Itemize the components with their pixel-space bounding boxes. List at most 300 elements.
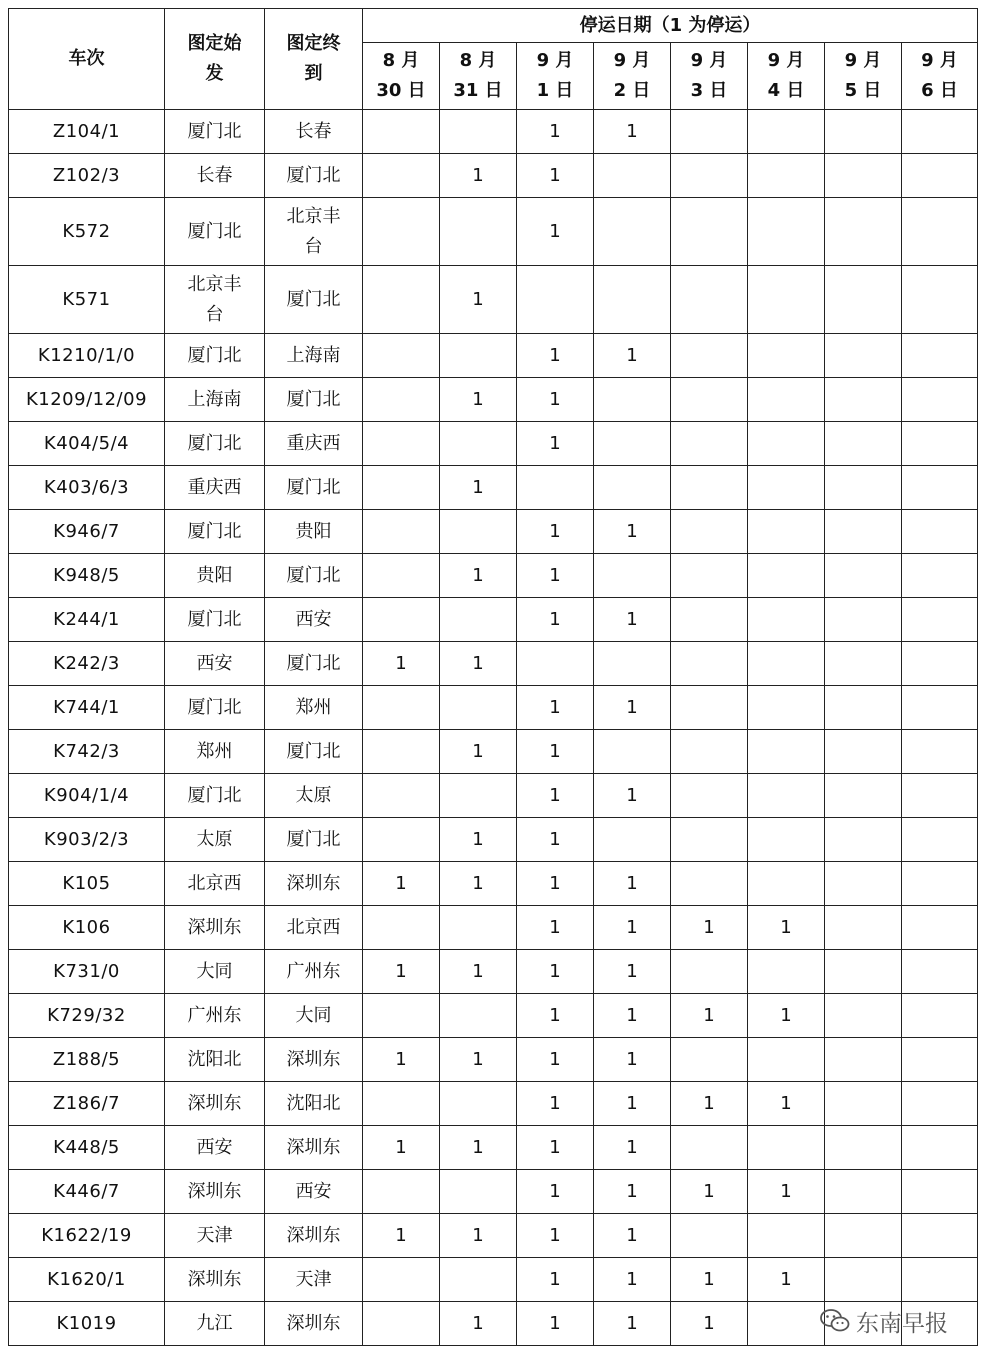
station-name: 重庆西 — [187, 476, 242, 498]
suspension-cell — [594, 378, 671, 422]
suspension-cell — [748, 110, 825, 154]
station-name: 九江 — [196, 1312, 233, 1334]
destination-station-cell — [265, 110, 363, 154]
suspension-cell — [902, 1082, 978, 1126]
suspension-cell — [594, 818, 671, 862]
station-name: 长春 — [295, 120, 332, 142]
suspension-cell — [902, 266, 978, 334]
table-row — [9, 510, 978, 554]
header-date-month: 9 月 — [921, 50, 958, 71]
table-row — [9, 110, 978, 154]
header-origin-line2: 发 — [205, 63, 224, 84]
destination-station-cell — [265, 378, 363, 422]
suspension-cell — [902, 686, 978, 730]
station-name: 深圳东 — [286, 1048, 341, 1070]
suspension-cell: 1 — [594, 906, 671, 950]
train-number-cell: K744/1 — [9, 686, 165, 730]
suspension-cell: 1 — [594, 1214, 671, 1258]
suspension-cell — [902, 994, 978, 1038]
suspension-cell: 1 — [594, 1038, 671, 1082]
table-row — [9, 642, 978, 686]
station-name: 太原 — [295, 784, 332, 806]
suspension-cell: 1 — [440, 1214, 517, 1258]
suspension-cell: 1 — [363, 862, 440, 906]
table-row — [9, 774, 978, 818]
suspension-cell — [363, 1302, 440, 1346]
suspension-cell — [825, 198, 902, 266]
suspension-cell: 1 — [517, 994, 594, 1038]
suspension-cell — [825, 334, 902, 378]
suspension-cell — [825, 598, 902, 642]
origin-station-cell — [165, 906, 265, 950]
suspension-cell — [902, 154, 978, 198]
suspension-cell: 1 — [517, 730, 594, 774]
header-date-month: 8 月 — [459, 50, 497, 71]
destination-station-cell — [265, 1126, 363, 1170]
station-name: 厦门北 — [286, 476, 341, 498]
suspension-cell — [671, 422, 748, 466]
suspension-cell — [825, 1082, 902, 1126]
station-name: 台 — [304, 235, 323, 257]
destination-station-cell — [265, 466, 363, 510]
table-row — [9, 1258, 978, 1302]
header-date — [825, 43, 902, 110]
station-name: 厦门北 — [187, 784, 242, 806]
suspension-cell — [902, 818, 978, 862]
train-number-cell: Z102/3 — [9, 154, 165, 198]
train-number-cell: K106 — [9, 906, 165, 950]
station-name: 深圳东 — [187, 1180, 242, 1202]
origin-station-cell — [165, 774, 265, 818]
suspension-cell — [671, 266, 748, 334]
suspension-cell — [671, 642, 748, 686]
suspension-cell: 1 — [440, 1302, 517, 1346]
suspension-cell — [594, 642, 671, 686]
suspension-cell — [440, 110, 517, 154]
suspension-cell — [825, 862, 902, 906]
suspension-cell — [440, 686, 517, 730]
suspension-cell — [902, 1258, 978, 1302]
origin-station-cell — [165, 554, 265, 598]
suspension-cell — [517, 642, 594, 686]
train-number-cell: K742/3 — [9, 730, 165, 774]
origin-station-cell — [165, 1214, 265, 1258]
suspension-cell: 1 — [671, 1170, 748, 1214]
table-row — [9, 554, 978, 598]
suspension-cell: 1 — [440, 266, 517, 334]
station-name: 大同 — [196, 960, 233, 982]
suspension-cell: 1 — [440, 1126, 517, 1170]
suspension-cell — [902, 466, 978, 510]
suspension-cell: 1 — [363, 642, 440, 686]
station-name: 上海南 — [187, 388, 242, 410]
suspension-cell — [902, 198, 978, 266]
header-date-day: 3 日 — [690, 80, 728, 101]
watermark-text: 东南早报 — [856, 1310, 948, 1337]
header-destination-line2: 到 — [304, 63, 323, 84]
station-name: 台 — [205, 303, 224, 325]
origin-station-cell — [165, 266, 265, 334]
header-suspension-title: 停运日期（1 为停运） — [363, 9, 978, 43]
suspension-cell — [825, 1258, 902, 1302]
suspension-cell — [671, 1214, 748, 1258]
table-row — [9, 1126, 978, 1170]
train-number-cell: K729/32 — [9, 994, 165, 1038]
origin-station-cell — [165, 1258, 265, 1302]
suspension-cell — [748, 730, 825, 774]
station-name: 西安 — [295, 1180, 332, 1202]
suspension-cell: 1 — [594, 774, 671, 818]
suspension-cell: 1 — [748, 906, 825, 950]
suspension-cell — [671, 774, 748, 818]
suspension-cell: 1 — [671, 1258, 748, 1302]
suspension-cell: 1 — [594, 950, 671, 994]
suspension-cell — [363, 334, 440, 378]
table-row — [9, 598, 978, 642]
suspension-cell: 1 — [671, 1082, 748, 1126]
suspension-cell — [440, 334, 517, 378]
suspension-cell — [825, 642, 902, 686]
header-date-month: 9 月 — [613, 50, 651, 71]
origin-station-cell — [165, 154, 265, 198]
train-number-cell: K1622/19 — [9, 1214, 165, 1258]
train-number-cell: K571 — [9, 266, 165, 334]
origin-station-cell — [165, 950, 265, 994]
header-date-month: 9 月 — [767, 50, 805, 71]
suspension-cell: 1 — [594, 1302, 671, 1346]
suspension-cell — [594, 730, 671, 774]
suspension-cell — [902, 510, 978, 554]
suspension-cell — [517, 266, 594, 334]
suspension-cell — [363, 730, 440, 774]
station-name: 北京西 — [286, 916, 341, 938]
train-number-cell: K244/1 — [9, 598, 165, 642]
suspension-cell — [825, 1126, 902, 1170]
station-name: 厦门北 — [187, 432, 242, 454]
suspension-cell: 1 — [594, 1170, 671, 1214]
suspension-cell — [671, 466, 748, 510]
origin-station-cell — [165, 686, 265, 730]
table-row — [9, 906, 978, 950]
suspension-cell: 1 — [517, 906, 594, 950]
station-name: 贵阳 — [295, 520, 332, 542]
train-number-cell: K1019 — [9, 1302, 165, 1346]
suspension-cell — [825, 994, 902, 1038]
train-number-cell: K731/0 — [9, 950, 165, 994]
suspension-cell — [825, 1170, 902, 1214]
suspension-cell — [902, 1170, 978, 1214]
header-date-day: 1 日 — [536, 80, 574, 101]
destination-station-cell — [265, 154, 363, 198]
suspension-cell: 1 — [517, 154, 594, 198]
table-row — [9, 466, 978, 510]
suspension-cell — [594, 422, 671, 466]
table-row — [9, 1082, 978, 1126]
suspension-cell: 1 — [517, 1126, 594, 1170]
station-name: 大同 — [295, 1004, 332, 1026]
origin-station-cell — [165, 110, 265, 154]
table-row — [9, 334, 978, 378]
suspension-cell — [671, 510, 748, 554]
suspension-cell — [902, 950, 978, 994]
suspension-cell — [363, 1258, 440, 1302]
station-name: 沈阳北 — [187, 1048, 242, 1070]
origin-station-cell — [165, 1302, 265, 1346]
station-name: 厦门北 — [187, 120, 242, 142]
header-date-day: 2 日 — [613, 80, 651, 101]
suspension-cell — [748, 686, 825, 730]
suspension-cell — [671, 110, 748, 154]
destination-station-cell — [265, 1214, 363, 1258]
header-date-day: 6 日 — [921, 80, 958, 101]
destination-station-cell — [265, 1302, 363, 1346]
suspension-cell — [363, 906, 440, 950]
header-date-day: 5 日 — [844, 80, 882, 101]
suspension-cell — [363, 598, 440, 642]
suspension-cell — [748, 154, 825, 198]
table-body — [9, 110, 978, 1346]
suspension-cell — [902, 906, 978, 950]
suspension-cell — [363, 198, 440, 266]
origin-station-cell — [165, 378, 265, 422]
origin-station-cell — [165, 422, 265, 466]
suspension-cell — [594, 466, 671, 510]
suspension-cell — [825, 554, 902, 598]
train-number-cell: Z188/5 — [9, 1038, 165, 1082]
destination-station-cell — [265, 422, 363, 466]
table-row — [9, 378, 978, 422]
suspension-cell — [825, 378, 902, 422]
suspension-cell — [825, 422, 902, 466]
suspension-cell: 1 — [517, 818, 594, 862]
suspension-cell: 1 — [671, 1302, 748, 1346]
station-name: 北京丰 — [286, 205, 341, 227]
suspension-cell — [825, 1214, 902, 1258]
suspension-cell — [517, 466, 594, 510]
station-name: 厦门北 — [187, 608, 242, 630]
station-name: 厦门北 — [286, 388, 341, 410]
table-row — [9, 154, 978, 198]
station-name: 西安 — [295, 608, 332, 630]
suspension-cell — [363, 1082, 440, 1126]
destination-station-cell — [265, 554, 363, 598]
suspension-cell — [748, 266, 825, 334]
station-name: 深圳东 — [286, 1136, 341, 1158]
suspension-cell: 1 — [440, 378, 517, 422]
suspension-cell — [671, 334, 748, 378]
suspension-cell — [825, 818, 902, 862]
table-row — [9, 686, 978, 730]
suspension-cell: 1 — [517, 1082, 594, 1126]
station-name: 深圳东 — [187, 1092, 242, 1114]
table-row — [9, 1214, 978, 1258]
station-name: 西安 — [196, 1136, 233, 1158]
origin-station-cell — [165, 1082, 265, 1126]
suspension-cell — [363, 1170, 440, 1214]
suspension-cell — [902, 554, 978, 598]
suspension-cell — [748, 1302, 825, 1346]
station-name: 厦门北 — [187, 520, 242, 542]
station-name: 厦门北 — [187, 220, 242, 242]
header-origin — [165, 9, 265, 110]
origin-station-cell — [165, 1126, 265, 1170]
suspension-cell: 1 — [440, 1038, 517, 1082]
station-name: 重庆西 — [286, 432, 341, 454]
suspension-cell: 1 — [517, 774, 594, 818]
header-date-month: 9 月 — [690, 50, 728, 71]
origin-station-cell — [165, 1170, 265, 1214]
origin-station-cell — [165, 994, 265, 1038]
station-name: 长春 — [196, 164, 233, 186]
suspension-cell — [825, 950, 902, 994]
suspension-cell — [440, 906, 517, 950]
destination-station-cell — [265, 818, 363, 862]
destination-station-cell — [265, 950, 363, 994]
destination-station-cell — [265, 994, 363, 1038]
suspension-cell — [363, 510, 440, 554]
suspension-cell — [363, 266, 440, 334]
header-destination-line1: 图定终 — [286, 33, 341, 54]
header-date — [671, 43, 748, 110]
suspension-cell — [594, 266, 671, 334]
table-row — [9, 862, 978, 906]
station-name: 广州东 — [187, 1004, 242, 1026]
suspension-cell: 1 — [671, 906, 748, 950]
station-name: 太原 — [196, 828, 233, 850]
train-number-cell: K242/3 — [9, 642, 165, 686]
train-number-cell: K403/6/3 — [9, 466, 165, 510]
header-date — [363, 43, 440, 110]
train-number-cell: K404/5/4 — [9, 422, 165, 466]
origin-station-cell — [165, 198, 265, 266]
suspension-cell: 1 — [517, 110, 594, 154]
station-name: 深圳东 — [187, 1268, 242, 1290]
suspension-cell — [671, 554, 748, 598]
destination-station-cell — [265, 906, 363, 950]
suspension-cell: 1 — [748, 1082, 825, 1126]
suspension-cell: 1 — [748, 1170, 825, 1214]
suspension-cell — [748, 818, 825, 862]
suspension-cell — [825, 266, 902, 334]
suspension-cell: 1 — [594, 1082, 671, 1126]
suspension-cell — [671, 862, 748, 906]
suspension-cell — [748, 774, 825, 818]
table-row — [9, 950, 978, 994]
train-number-cell: K948/5 — [9, 554, 165, 598]
header-date-month: 8 月 — [382, 50, 420, 71]
suspension-cell — [671, 1038, 748, 1082]
suspension-cell — [748, 510, 825, 554]
suspension-cell — [363, 110, 440, 154]
suspension-cell — [440, 1258, 517, 1302]
station-name: 郑州 — [295, 696, 332, 718]
suspension-cell — [902, 110, 978, 154]
suspension-cell — [902, 598, 978, 642]
suspension-cell — [748, 1126, 825, 1170]
origin-station-cell — [165, 818, 265, 862]
suspension-cell — [748, 198, 825, 266]
destination-station-cell — [265, 598, 363, 642]
suspension-cell: 1 — [440, 554, 517, 598]
station-name: 天津 — [295, 1268, 332, 1290]
table-row — [9, 266, 978, 334]
station-name: 厦门北 — [286, 828, 341, 850]
suspension-cell — [440, 994, 517, 1038]
wechat-icon — [820, 1308, 850, 1334]
suspension-cell: 1 — [594, 510, 671, 554]
suspension-cell: 1 — [671, 994, 748, 1038]
suspension-cell: 1 — [517, 1258, 594, 1302]
suspension-cell — [902, 422, 978, 466]
header-date-month: 9 月 — [844, 50, 882, 71]
suspension-cell — [902, 334, 978, 378]
train-number-cell: K105 — [9, 862, 165, 906]
destination-station-cell — [265, 510, 363, 554]
suspension-cell: 1 — [748, 1258, 825, 1302]
station-name: 上海南 — [286, 344, 341, 366]
origin-station-cell — [165, 730, 265, 774]
suspension-cell — [363, 774, 440, 818]
destination-station-cell — [265, 862, 363, 906]
header-date — [748, 43, 825, 110]
suspension-cell: 1 — [594, 1126, 671, 1170]
suspension-cell — [440, 774, 517, 818]
header-date — [902, 43, 978, 110]
suspension-cell: 1 — [440, 642, 517, 686]
suspension-cell — [671, 154, 748, 198]
header-date-day: 4 日 — [767, 80, 805, 101]
suspension-cell — [748, 598, 825, 642]
suspension-cell — [748, 334, 825, 378]
header-date-day: 31 日 — [453, 80, 503, 101]
train-number-cell: K1209/12/09 — [9, 378, 165, 422]
suspension-cell — [671, 730, 748, 774]
header-train-no: 车次 — [9, 9, 165, 110]
suspension-cell — [748, 862, 825, 906]
header-origin-line1: 图定始 — [187, 33, 242, 54]
destination-station-cell — [265, 1082, 363, 1126]
destination-station-cell — [265, 1038, 363, 1082]
header-date-day: 30 日 — [376, 80, 426, 101]
train-number-cell: K904/1/4 — [9, 774, 165, 818]
suspension-cell: 1 — [440, 730, 517, 774]
suspension-cell: 1 — [517, 198, 594, 266]
station-name: 深圳东 — [286, 1224, 341, 1246]
suspension-cell — [363, 686, 440, 730]
suspension-cell — [363, 994, 440, 1038]
suspension-cell — [825, 906, 902, 950]
suspension-cell: 1 — [594, 334, 671, 378]
suspension-cell — [440, 510, 517, 554]
train-number-cell: K446/7 — [9, 1170, 165, 1214]
suspension-cell — [594, 154, 671, 198]
suspension-cell: 1 — [363, 950, 440, 994]
suspension-cell — [440, 1082, 517, 1126]
header-date — [517, 43, 594, 110]
train-number-cell: K448/5 — [9, 1126, 165, 1170]
station-name: 厦门北 — [286, 164, 341, 186]
destination-station-cell — [265, 1170, 363, 1214]
table-row — [9, 994, 978, 1038]
table-row — [9, 198, 978, 266]
suspension-cell — [825, 1038, 902, 1082]
station-name: 天津 — [196, 1224, 233, 1246]
station-name: 沈阳北 — [286, 1092, 341, 1114]
train-suspension-table — [8, 8, 978, 1346]
suspension-cell — [825, 154, 902, 198]
suspension-cell: 1 — [594, 862, 671, 906]
origin-station-cell — [165, 510, 265, 554]
